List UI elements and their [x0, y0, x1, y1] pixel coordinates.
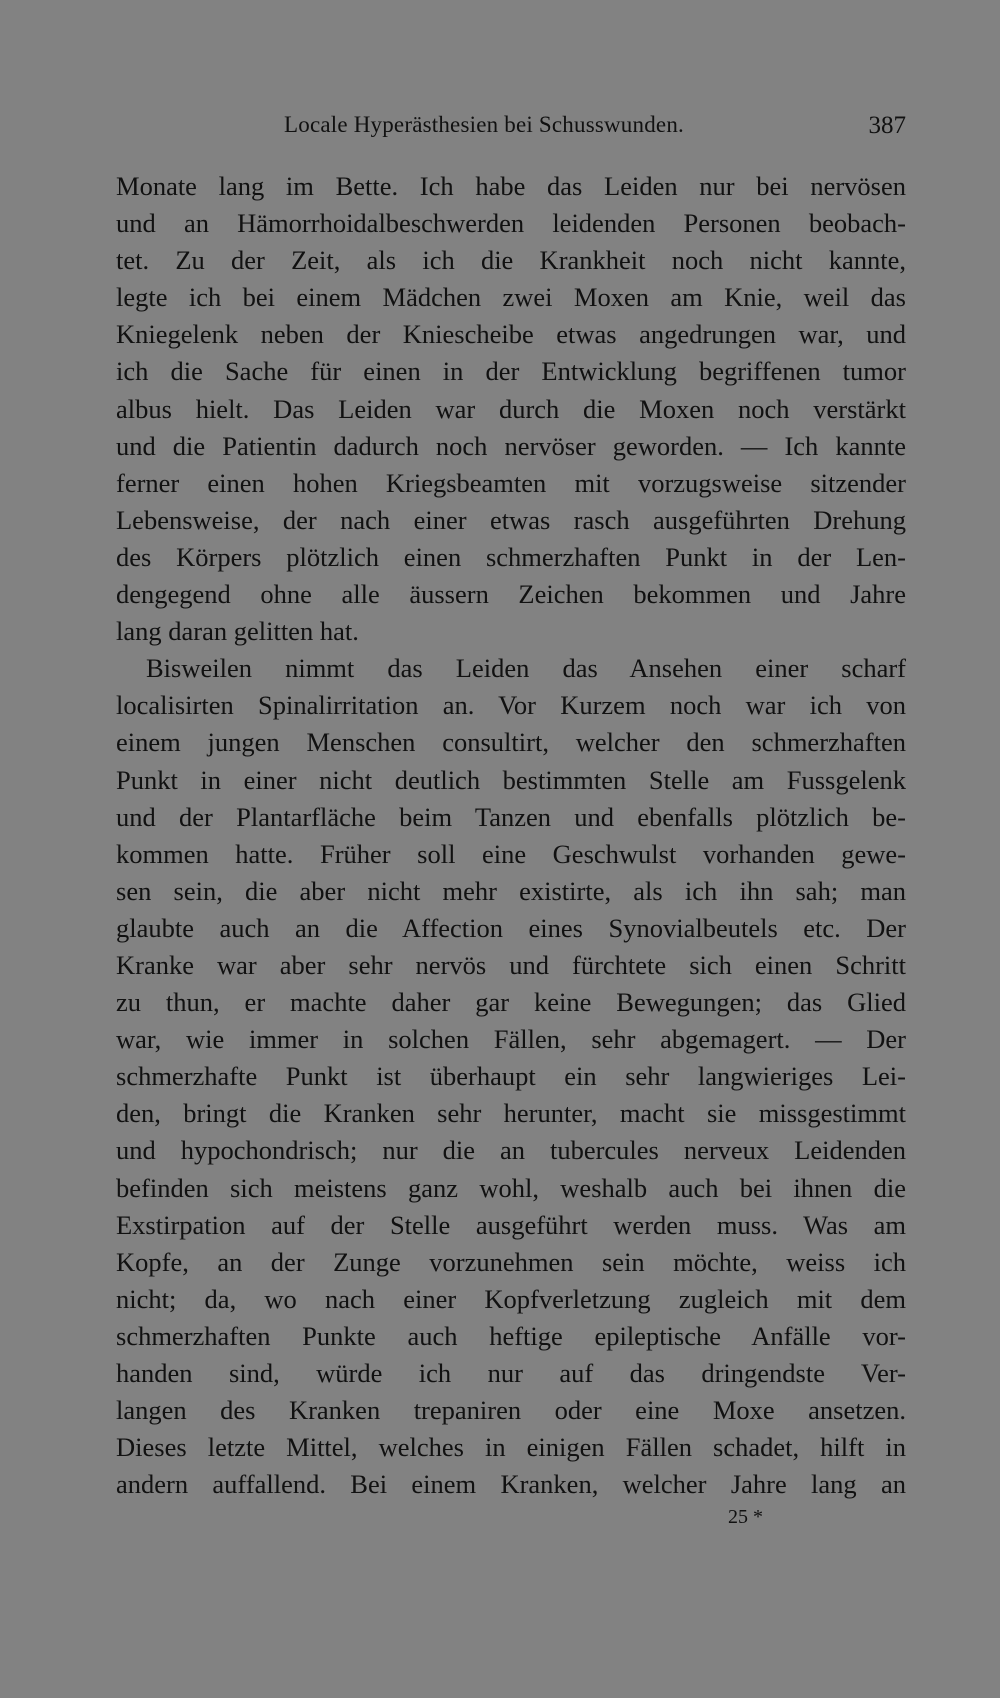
text-line: Exstirpation auf der Stelle ausgeführt werden muss. Was am: [116, 1209, 906, 1240]
text-line: handen sind, würde ich nur auf das dringendste Ver-: [116, 1358, 906, 1388]
text-line: und an Hämorrhoidalbeschwerden leidenden Personen beobach-: [116, 208, 906, 239]
text-line: Dieses letzte Mittel, welches in einigen Fällen schadet, hilft in: [116, 1432, 906, 1463]
text-line: Monate lang im Bette. Ich habe das Leiden nur bei nervösen: [116, 171, 906, 201]
text-line: schmerzhaften Punkte auch heftige epileptische Anfälle vor-: [116, 1320, 906, 1351]
text-line: des Körpers plötzlich einen schmerzhaften Punkt in der Len-: [116, 541, 906, 572]
text-line: nicht; da, wo nach einer Kopfverletzung zugleich mit dem: [116, 1283, 906, 1314]
text-line: den, bringt die Kranken sehr herunter, macht sie missgestimmt: [116, 1098, 906, 1129]
text-line: Bisweilen nimmt das Leiden das Ansehen einer scharf: [146, 653, 906, 684]
text-line: Punkt in einer nicht deutlich bestimmten Stelle am Fussgelenk: [116, 764, 906, 795]
text-line: befinden sich meistens ganz wohl, weshalb auch bei ihnen die: [116, 1172, 906, 1203]
page-number: 387: [868, 112, 906, 139]
text-line: und die Patientin dadurch noch nervöser geworden. — Ich kannte: [116, 430, 906, 461]
text-line: andern auffallend. Bei einem Kranken, welcher Jahre lang an: [116, 1469, 906, 1500]
running-title: Locale Hyperästhesien bei Schusswunden.: [284, 112, 684, 137]
text-line: Kopfe, an der Zunge vorzunehmen sein möchte, weiss ich: [116, 1246, 906, 1277]
body-text: [116, 168, 906, 1503]
text-line: ich die Sache für einen in der Entwicklung begriffenen tumor: [116, 356, 906, 387]
text-line: sen sein, die aber nicht mehr existirte, als ich ihn sah; man: [116, 875, 906, 906]
text-line: dengegend ohne alle äussern Zeichen bekommen und Jahre: [116, 579, 906, 610]
text-line: legte ich bei einem Mädchen zwei Moxen am Knie, weil das: [116, 282, 906, 313]
text-line: und der Plantarfläche beim Tanzen und ebenfalls plötzlich be-: [116, 801, 906, 832]
text-line: und hypochondrisch; nur die an tubercules nerveux Leidenden: [116, 1135, 906, 1166]
text-line: war, wie immer in solchen Fällen, sehr abgemagert. — Der: [116, 1024, 906, 1055]
text-line: schmerzhafte Punkt ist überhaupt ein sehr langwieriges Lei-: [116, 1061, 906, 1092]
page-header: [116, 112, 906, 152]
text-line: langen des Kranken trepaniren oder eine Moxe ansetzen.: [116, 1395, 906, 1426]
text-line: lang daran gelitten hat.: [116, 616, 359, 647]
text-line: ferner einen hohen Kriegsbeamten mit vorzugsweise sitzender: [116, 467, 906, 498]
text-line: kommen hatte. Früher soll eine Geschwulst vorhanden gewe-: [116, 838, 906, 869]
text-line: zu thun, er machte daher gar keine Bewegungen; das Glied: [116, 987, 906, 1018]
text-line: glaubte auch an die Affection eines Synovialbeutels etc. Der: [116, 912, 906, 943]
text-line: Lebensweise, der nach einer etwas rasch ausgeführten Drehung: [116, 504, 906, 535]
text-line: localisirten Spinalirritation an. Vor Kurzem noch war ich von: [116, 690, 906, 721]
text-line: Kranke war aber sehr nervös und fürchtete sich einen Schritt: [116, 949, 906, 980]
text-line: Kniegelenk neben der Kniescheibe etwas angedrungen war, und: [116, 319, 906, 350]
signature-mark: 25 *: [728, 1506, 763, 1528]
text-line: einem jungen Menschen consultirt, welcher den schmerzhaften: [116, 727, 906, 758]
text-line: tet. Zu der Zeit, als ich die Krankheit noch nicht kannte,: [116, 245, 906, 276]
text-line: albus hielt. Das Leiden war durch die Moxen noch verstärkt: [116, 393, 906, 424]
